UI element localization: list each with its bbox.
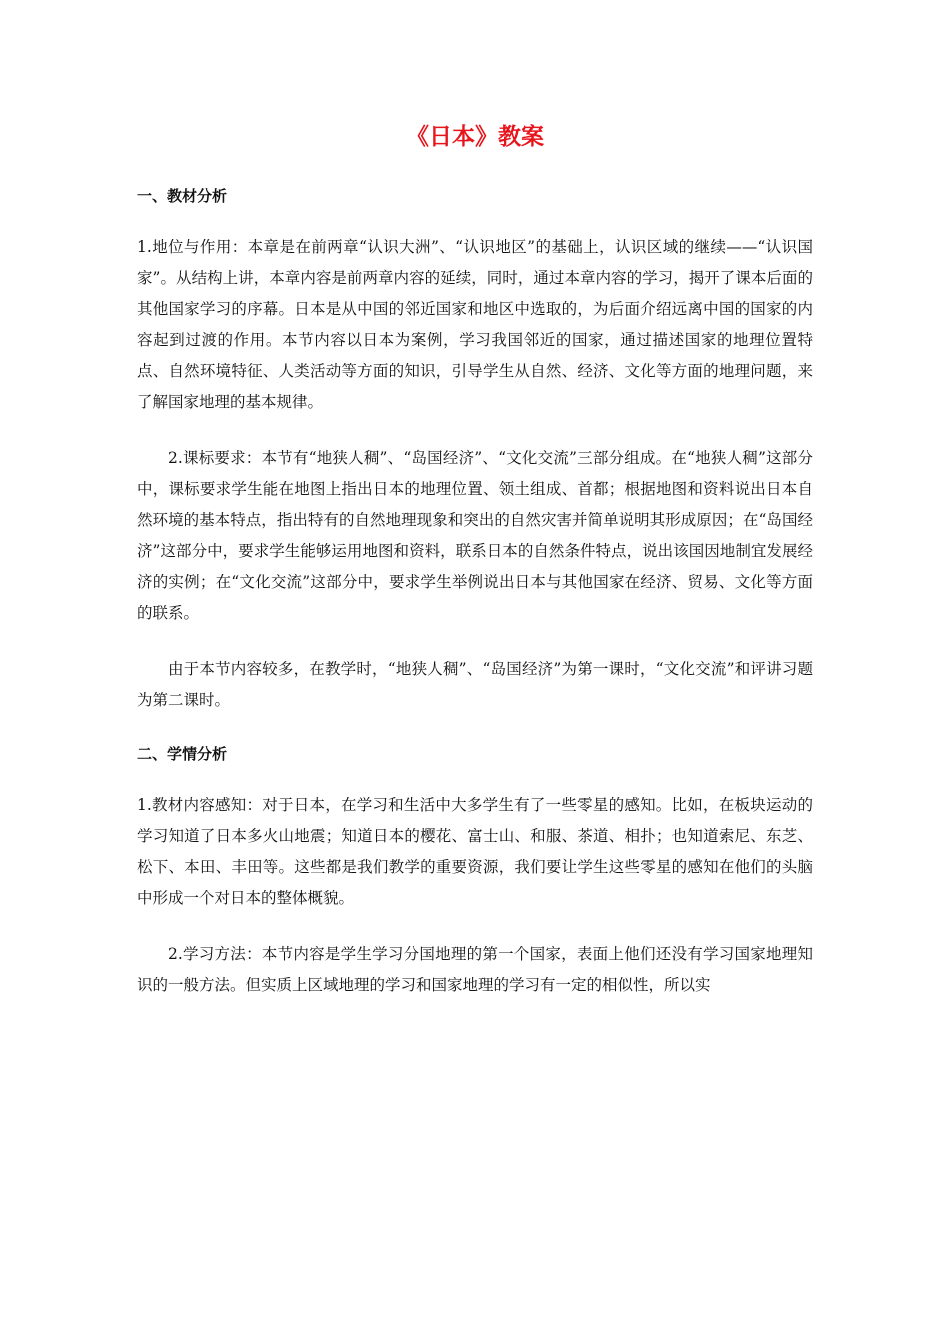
document-body [137,183,813,1001]
paragraph-content-perception: 1.教材内容感知：对于日本，在学习和生活中大多学生有了一些零星的感知。比如，在板块运动的学习知道了日本多火山地震；知道日本的樱花、富士山、和服、茶道、相扑；也知道索尼、东芝、松下、本田、丰田等。这些都是我们教学的重要资源，我们要让学生这些零星的感知在他们的头脑中形成一个对日本的整体概貌。 [137,796,813,907]
section-heading: 二、学情分析 [137,745,228,763]
section-textbook-analysis [137,183,813,716]
document-title: 《日本》教案 [406,124,544,150]
paragraph-lesson-schedule: 由于本节内容较多，在教学时，“地狭人稠”、“岛国经济”为第一课时，“文化交流”和评讲习题为第二课时。 [137,660,813,709]
paragraph-position-and-role: 1.地位与作用：本章是在前两章“认识大洲”、“认识地区”的基础上，认识区域的继续——“认识国家”。从结构上讲，本章内容是前两章内容的延续，同时，通过本章内容的学习，揭开了课本后面的其他国家学习的序幕。日本是从中国的邻近国家和地区中选取的，为后面介绍远离中国的国家的内容起到过渡的作用。本节内容以日本为案例，学习我国邻近的国家，通过描述国家的地理位置特点、自然环境特征、人类活动等方面的知识，引导学生从自然、经济、文化等方面的地理问题，来了解国家地理的基本规律。 [137,238,813,411]
section-student-analysis [137,741,813,1001]
paragraph-learning-method: 2.学习方法：本节内容是学生学习分国地理的第一个国家，表面上他们还没有学习国家地理知识的一般方法。但实质上区域地理的学习和国家地理的学习有一定的相似性，所以实 [137,945,813,994]
paragraph-curriculum-requirements: 2.课标要求：本节有“地狭人稠”、“岛国经济”、“文化交流”三部分组成。在“地狭人稠”这部分中，课标要求学生能在地图上指出日本的地理位置、领土组成、首都；根据地图和资料说出日本自然环境的基本特点，指出特有的自然地理现象和突出的自然灾害并简单说明其形成原因；在“岛国经济”这部分中，要求学生能够运用地图和资料，联系日本的自然条件特点，说出该国因地制宜发展经济的实例；在“文化交流”这部分中，要求学生举例说出日本与其他国家在经济、贸易、文化等方面的联系。 [137,449,813,622]
section-heading: 一、教材分析 [137,187,228,205]
